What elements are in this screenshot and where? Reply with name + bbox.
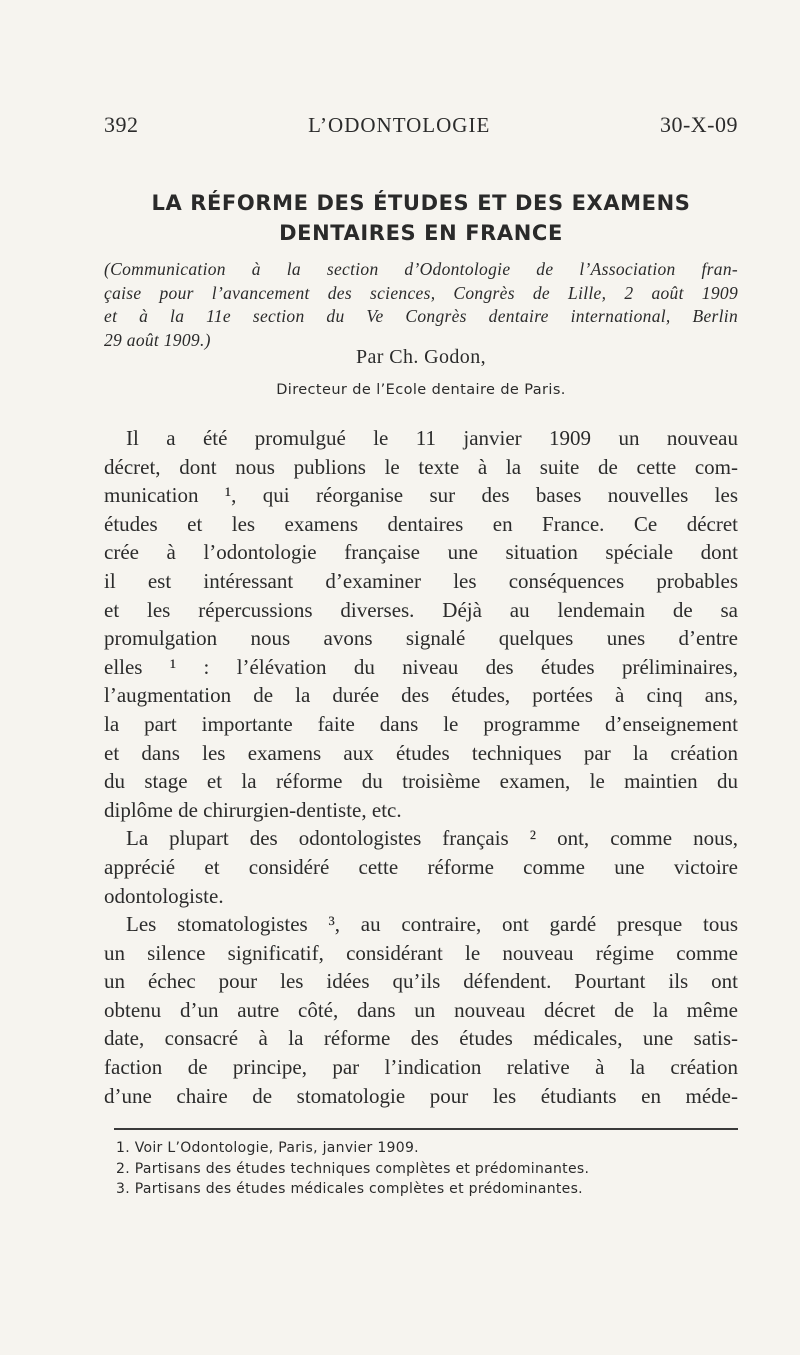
body-line: promulgation nous avons signalé quelques unes d’entre — [104, 626, 738, 651]
body-line: odontologiste. — [104, 883, 224, 908]
body-line: munication ¹, qui réorganise sur des bases nouvelles les — [104, 483, 738, 508]
body-line: d’une chaire de stomatologie pour les étudiants en méde- — [104, 1083, 738, 1108]
body-line: il est intéressant d’examiner les conséquences probables — [104, 568, 738, 593]
subtitle-line: çaise pour l’avancement des sciences, Congrès de Lille, 2 août 1909 — [104, 282, 738, 303]
byline: Par Ch. Godon, — [355, 346, 487, 368]
page-number: 392 — [104, 112, 139, 137]
body-line: la part importante faite dans le programme d’enseignement — [104, 711, 738, 736]
body-line: faction de principe, par l’indication relative à la création — [104, 1055, 738, 1080]
body-line: diplôme de chirurgien-dentiste, etc. — [104, 797, 402, 822]
body-line: apprécié et considéré cette réforme comme une victoire — [104, 854, 738, 879]
body-line: un échec pour les idées qu’ils défendent. Pourtant ils ont — [104, 969, 738, 994]
issue-date: 30-X-09 — [659, 112, 738, 137]
title-line: LA RÉFORME DES ÉTUDES ET DES EXAMENS — [151, 191, 691, 215]
title-line: DENTAIRES EN FRANCE — [279, 221, 563, 245]
body-line: l’augmentation de la durée des études, portées à cinq ans, — [104, 683, 738, 708]
author-affiliation: Directeur de l’Ecole dentaire de Paris. — [276, 382, 566, 398]
body-line: et dans les examens aux études techniques par la création — [104, 740, 738, 765]
body-line: Les stomatologistes ³, au contraire, ont gardé presque tous — [126, 912, 738, 937]
body-line: un silence significatif, considérant le nouveau régime comme — [104, 940, 738, 965]
running-head — [104, 112, 738, 138]
article-title — [104, 188, 738, 248]
footnotes — [116, 1138, 738, 1200]
body-line: et les répercussions diverses. Déjà au lendemain de sa — [104, 597, 738, 622]
footnote-rule — [114, 1128, 738, 1131]
body-line: La plupart des odontologistes français ² ont, comme nous, — [126, 826, 738, 851]
footnote: 3. Partisans des études médicales complètes et prédominantes. — [116, 1181, 583, 1197]
body-line: du stage et la réforme du troisième examen, le maintien du — [104, 769, 738, 794]
article-subtitle — [104, 258, 738, 352]
subtitle-line: 29 août 1909.) — [104, 329, 211, 350]
journal-title: L’ODONTOLOGIE — [308, 113, 491, 137]
footnote: 1. Voir L’Odontologie, Paris, janvier 1909. — [116, 1140, 419, 1156]
body-line: obtenu d’un autre côté, dans un nouveau décret de la même — [104, 997, 738, 1022]
subtitle-line: (Communication à la section d’Odontologie de l’Association fran- — [104, 259, 738, 279]
body-text — [104, 424, 738, 1110]
body-line: Il a été promulgué le 11 janvier 1909 un nouveau — [126, 426, 738, 450]
body-line: elles ¹ : l’élévation du niveau des études préliminaires, — [104, 654, 738, 679]
body-line: études et les examens dentaires en France. Ce décret — [104, 511, 738, 536]
subtitle-line: et à la 11e section du Ve Congrès dentaire international, Berlin — [104, 306, 738, 326]
body-line: crée à l’odontologie française une situation spéciale dont — [104, 540, 738, 565]
body-line: décret, dont nous publions le texte à la suite de cette com- — [104, 454, 738, 479]
footnote: 2. Partisans des études techniques complètes et prédominantes. — [116, 1160, 590, 1177]
body-line: date, consacré à la réforme des études médicales, une satis- — [104, 1026, 738, 1051]
